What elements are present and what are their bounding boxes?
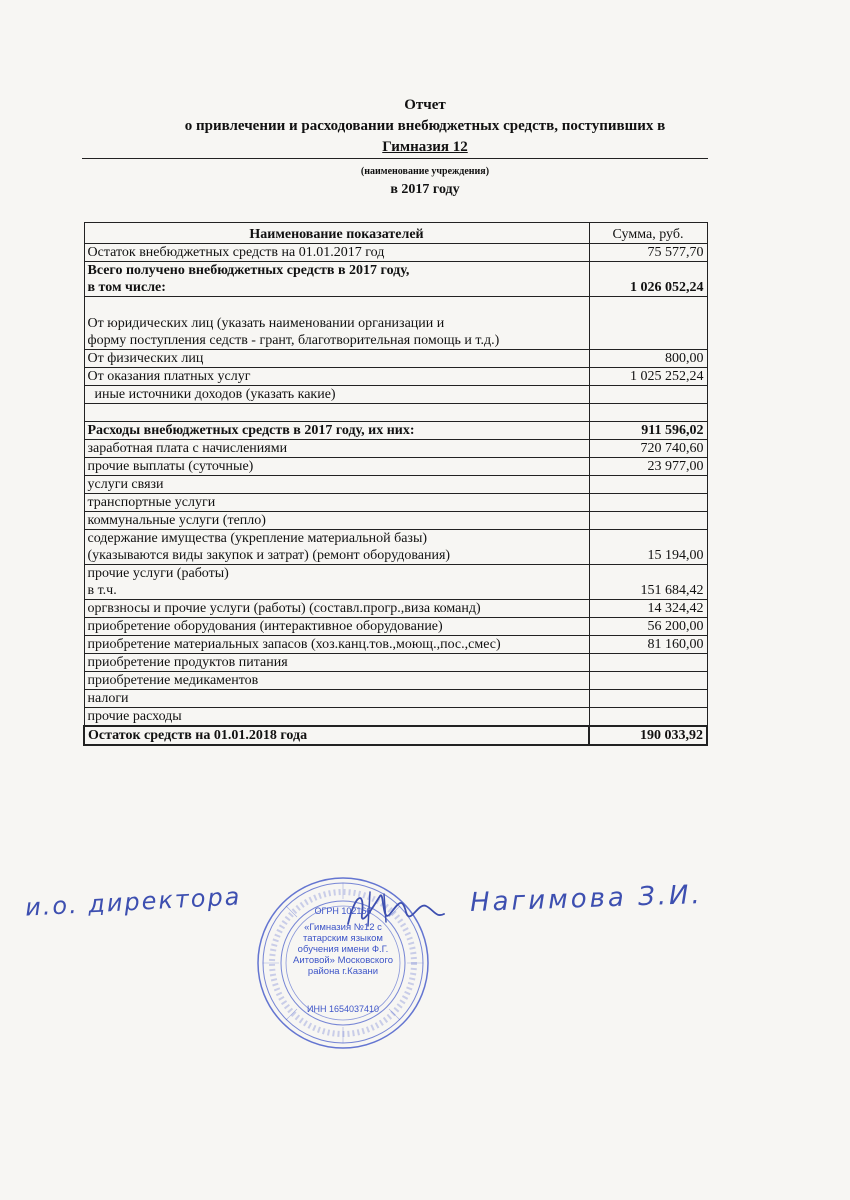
signatory-name: Нагимова З.И. bbox=[469, 879, 704, 919]
column-header-sum: Сумма, руб. bbox=[589, 223, 707, 244]
spacer-cell bbox=[84, 404, 589, 422]
underline-rule bbox=[82, 158, 708, 159]
row-sum: 75 577,70 bbox=[589, 244, 707, 262]
table-row bbox=[84, 440, 707, 458]
institution-caption: (наименование учреждения) bbox=[360, 166, 490, 177]
row-sum: 1 026 052,24 bbox=[589, 262, 707, 297]
row-sum bbox=[589, 494, 707, 512]
row-sum bbox=[589, 672, 707, 690]
table-row bbox=[84, 512, 707, 530]
row-name: приобретение продуктов питания bbox=[84, 654, 589, 672]
table-row bbox=[84, 494, 707, 512]
signatory-position: и.о. директора bbox=[24, 882, 243, 922]
report-subtitle: о привлечении и расходовании внебюджетных средств, поступивших в bbox=[184, 118, 666, 134]
row-sum bbox=[589, 297, 707, 350]
row-name: приобретение материальных запасов (хоз.канц.тов.,моющ.,пос.,смес) bbox=[84, 636, 589, 654]
row-name bbox=[84, 565, 589, 600]
table-row bbox=[84, 476, 707, 494]
row-sum: 720 740,60 bbox=[589, 440, 707, 458]
row-name-line1: От юридических лиц (указать наименовании организации и bbox=[87, 316, 445, 331]
row-name-line1: Всего получено внебюджетных средств в 2017 году, bbox=[87, 263, 410, 278]
report-title: Отчет bbox=[404, 97, 446, 113]
row-sum bbox=[589, 476, 707, 494]
row-name-line2: в т.ч. bbox=[87, 583, 117, 598]
report-period: в 2017 году bbox=[390, 182, 460, 197]
table-row bbox=[84, 422, 707, 440]
table-spacer-row bbox=[84, 404, 707, 422]
table-row bbox=[84, 565, 707, 600]
row-name: Расходы внебюджетных средств в 2017 году, их них: bbox=[84, 422, 589, 440]
row-name-line2: форму поступления седств - грант, благотворительная помощь и т.д.) bbox=[87, 333, 500, 348]
row-name: транспортные услуги bbox=[84, 494, 589, 512]
row-sum bbox=[589, 386, 707, 404]
table-row bbox=[84, 654, 707, 672]
row-name: коммунальные услуги (тепло) bbox=[84, 512, 589, 530]
table-row bbox=[84, 636, 707, 654]
row-sum: 56 200,00 bbox=[589, 618, 707, 636]
row-name-line1: содержание имущества (укрепление материальной базы) bbox=[87, 531, 428, 546]
row-name: приобретение медикаментов bbox=[84, 672, 589, 690]
row-name: Остаток средств на 01.01.2018 года bbox=[84, 726, 589, 745]
row-name: прочие выплаты (суточные) bbox=[84, 458, 589, 476]
column-header-name: Наименование показателей bbox=[84, 223, 589, 244]
row-name-line2: (указываются виды закупок и затрат) (ремонт оборудования) bbox=[87, 548, 451, 563]
table-row bbox=[84, 672, 707, 690]
row-name-line1: прочие услуги (работы) bbox=[87, 566, 229, 581]
institution-name: Гимназия 12 bbox=[382, 139, 468, 155]
row-sum: 800,00 bbox=[589, 350, 707, 368]
spacer-cell bbox=[589, 404, 707, 422]
table-row bbox=[84, 386, 707, 404]
table-row bbox=[84, 262, 707, 297]
table-row bbox=[84, 244, 707, 262]
row-name bbox=[84, 297, 589, 350]
row-sum bbox=[589, 512, 707, 530]
row-name: прочие расходы bbox=[84, 708, 589, 727]
table-row bbox=[84, 690, 707, 708]
report-table bbox=[83, 222, 708, 746]
row-sum bbox=[589, 690, 707, 708]
row-name: налоги bbox=[84, 690, 589, 708]
seal-top-text: ОГРН 102166 bbox=[314, 906, 372, 916]
row-sum: 1 025 252,24 bbox=[589, 368, 707, 386]
signature-scribble bbox=[340, 884, 450, 934]
row-sum: 190 033,92 bbox=[589, 726, 707, 745]
row-name bbox=[84, 530, 589, 565]
table-row bbox=[84, 530, 707, 565]
row-sum: 15 194,00 bbox=[589, 530, 707, 565]
table-row bbox=[84, 368, 707, 386]
row-name: приобретение оборудования (интерактивное оборудование) bbox=[84, 618, 589, 636]
row-name bbox=[84, 262, 589, 297]
table-row bbox=[84, 458, 707, 476]
table-total-row bbox=[84, 726, 707, 745]
table-row bbox=[84, 600, 707, 618]
row-name: иные источники доходов (указать какие) bbox=[84, 386, 589, 404]
table-row bbox=[84, 350, 707, 368]
row-sum: 14 324,42 bbox=[589, 600, 707, 618]
row-sum bbox=[589, 708, 707, 727]
row-name: От оказания платных услуг bbox=[84, 368, 589, 386]
seal-bottom-text: ИНН 1654037410 bbox=[306, 1004, 380, 1014]
table-header-row bbox=[84, 223, 707, 244]
row-sum: 23 977,00 bbox=[589, 458, 707, 476]
row-name: заработная плата с начислениями bbox=[84, 440, 589, 458]
table-row bbox=[84, 618, 707, 636]
row-name: От физических лиц bbox=[84, 350, 589, 368]
row-name-line2: в том числе: bbox=[87, 280, 166, 295]
row-name: оргвзносы и прочие услуги (работы) (составл.прогр.,виза команд) bbox=[84, 600, 589, 618]
seal-center-text: «Гимназия №12 с татарским языком обучения имени Ф.Г. Аитовой» Московского района г.Казани bbox=[292, 922, 393, 977]
row-sum: 81 160,00 bbox=[589, 636, 707, 654]
row-sum: 911 596,02 bbox=[589, 422, 707, 440]
table-row bbox=[84, 708, 707, 727]
row-name: Остаток внебюджетных средств на 01.01.2017 год bbox=[84, 244, 589, 262]
row-sum: 151 684,42 bbox=[589, 565, 707, 600]
table-row bbox=[84, 297, 707, 350]
row-sum bbox=[589, 654, 707, 672]
row-name: услуги связи bbox=[84, 476, 589, 494]
